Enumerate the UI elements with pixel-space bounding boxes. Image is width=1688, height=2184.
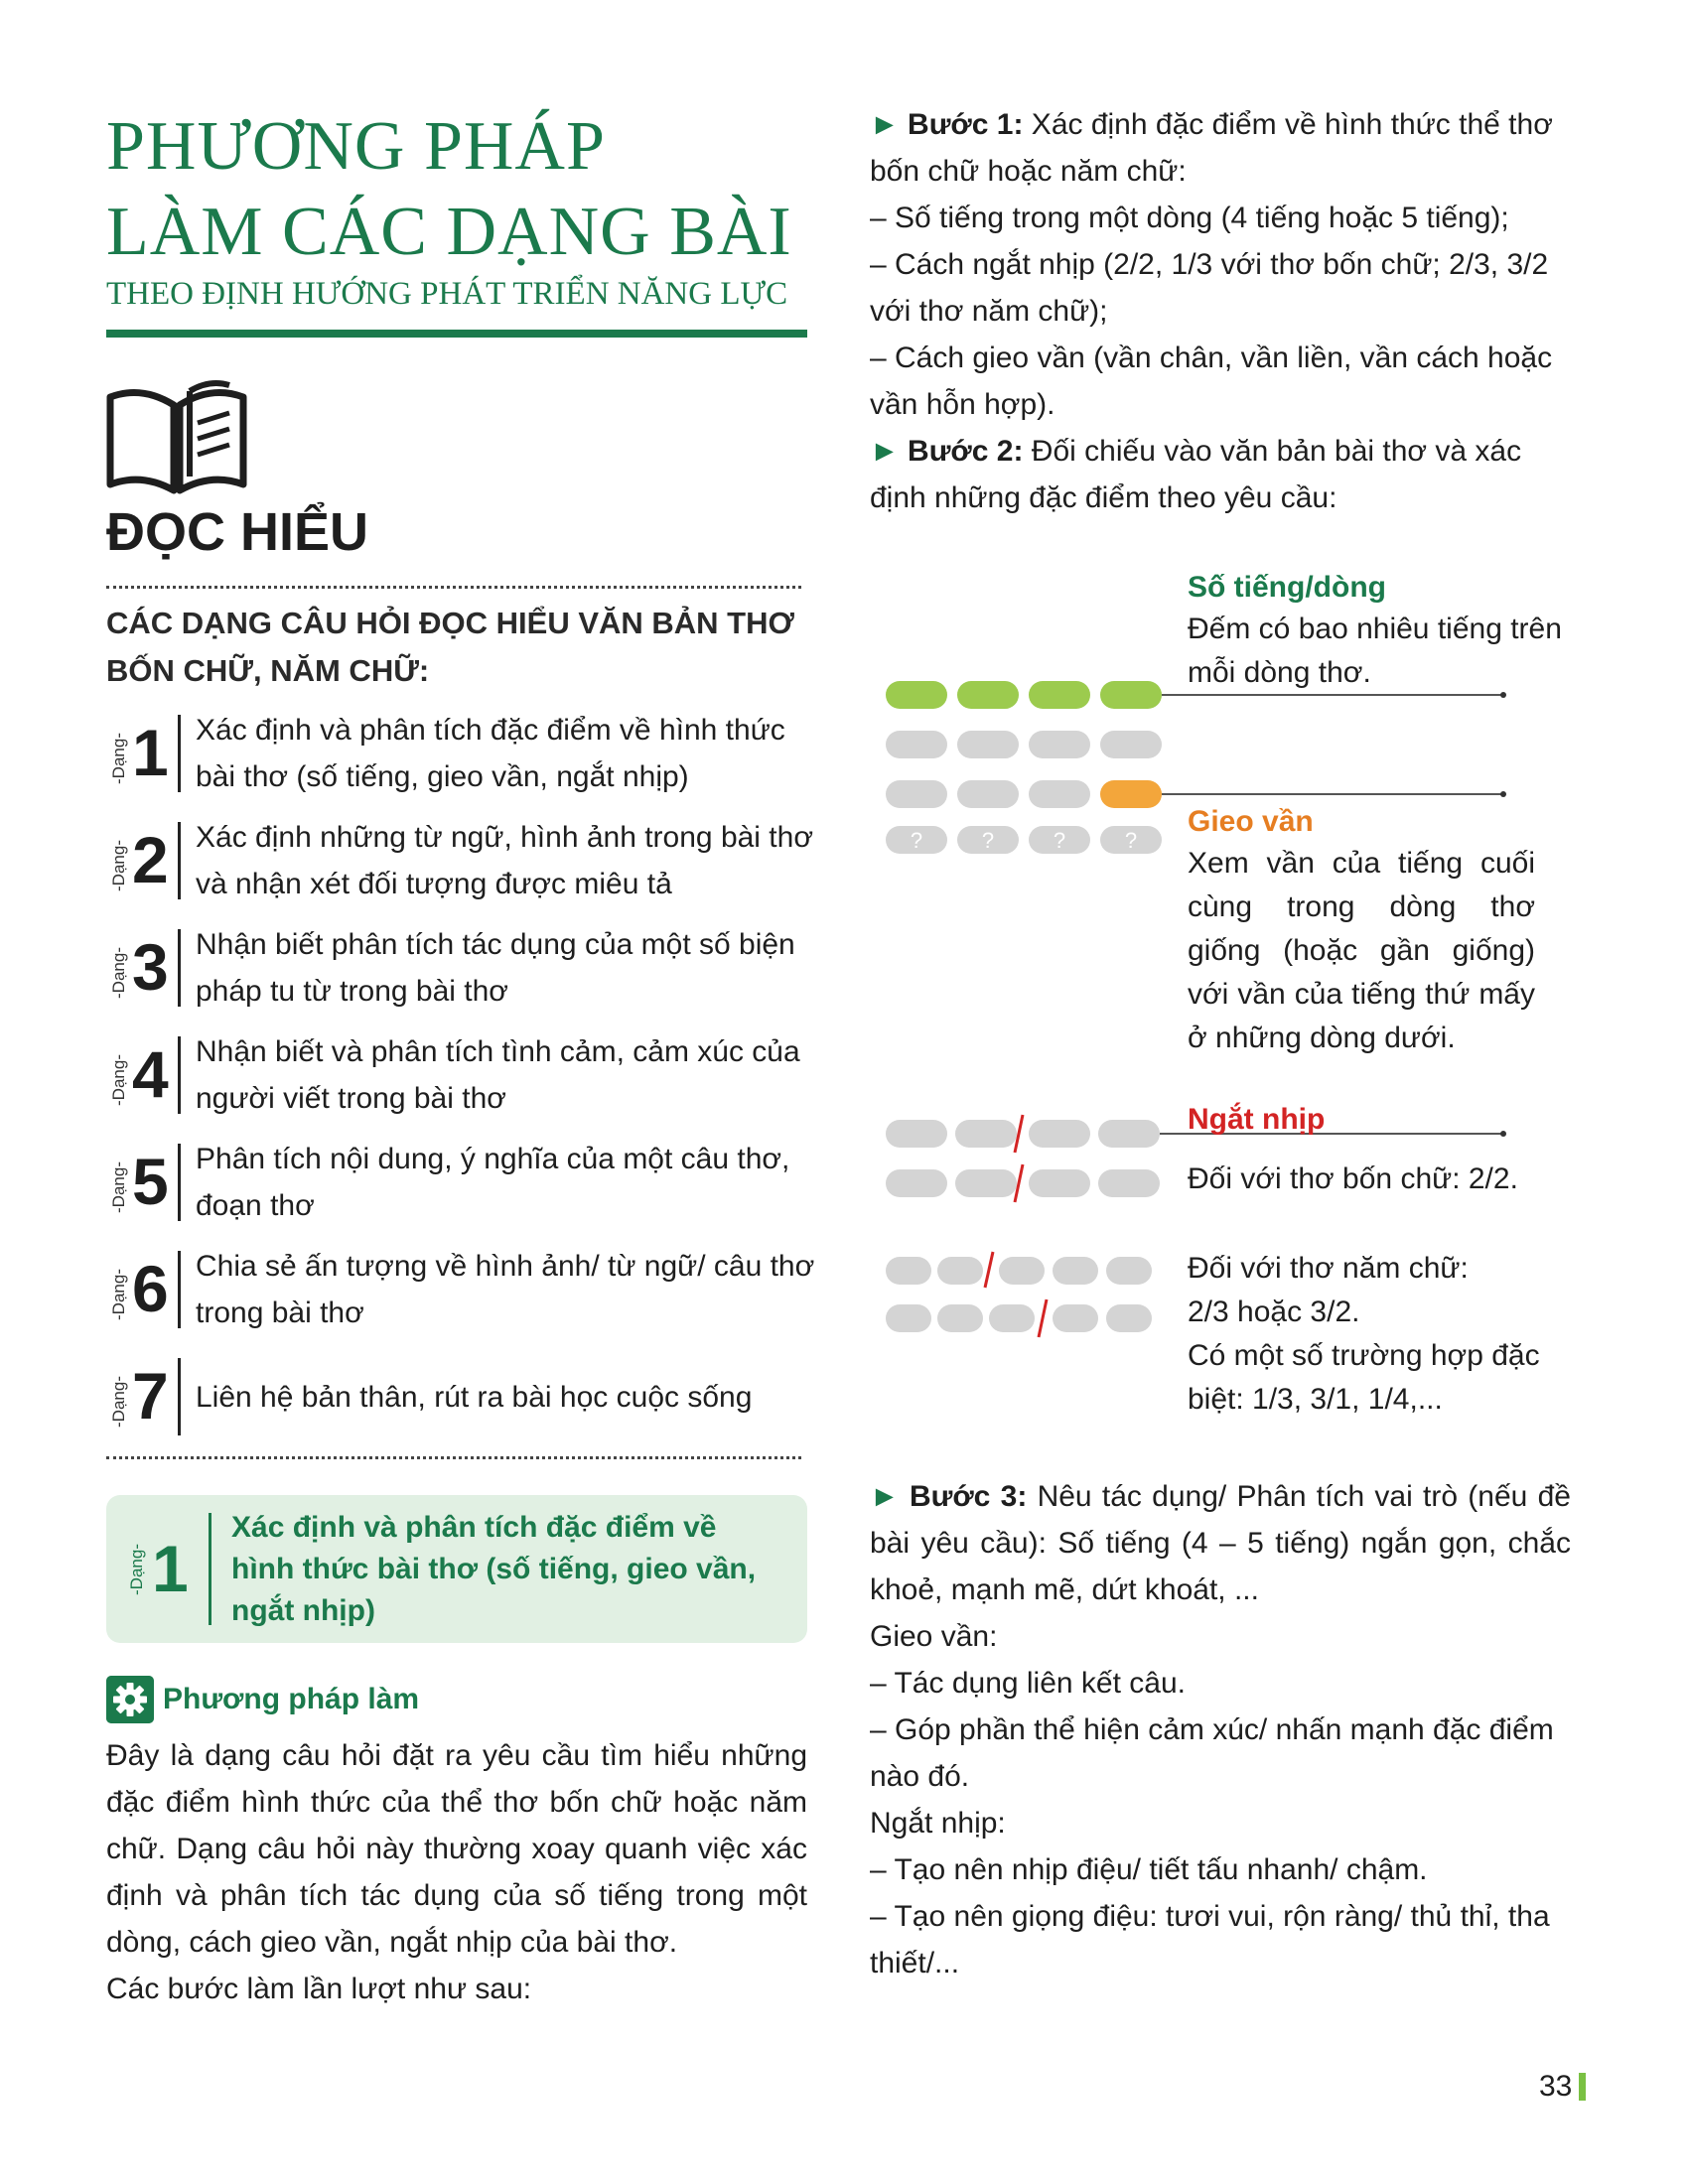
page-subtitle: THEO ĐỊNH HƯỚNG PHÁT TRIỂN NĂNG LỰC xyxy=(106,276,788,312)
question-mark: ? xyxy=(1124,828,1138,853)
syllable-pill xyxy=(1098,1169,1160,1197)
ngat-nhip-line: Có một số trường hợp đặc biệt: 1/3, 3/1, 1/4,... xyxy=(1188,1339,1540,1416)
syllable-pill xyxy=(1053,1304,1098,1332)
dang-tag: -Dạng- xyxy=(127,1543,146,1595)
syllable-pill xyxy=(989,1304,1035,1332)
open-book-icon xyxy=(106,377,247,498)
question-mark: ? xyxy=(1053,828,1066,853)
syllable-pill xyxy=(886,731,947,758)
sub-heading: Gieo vần: xyxy=(870,1620,998,1653)
syllable-pill xyxy=(937,1257,983,1285)
dang-tag: -Dạng- xyxy=(109,1269,128,1320)
play-arrow-icon: ► xyxy=(870,1480,900,1513)
gieo-van-text: Xem vần của tiếng cuối cùng trong dòng thơ giống (hoặc gần giống) với vần của tiếng thứ mấy ở những dòng dưới. xyxy=(1188,847,1535,1054)
dang-description: Xác định những từ ngữ, hình ảnh trong bài thơ và nhận xét đối tượng được miêu tả xyxy=(196,821,814,900)
dang-number: 5 xyxy=(132,1145,169,1218)
bullet: – Góp phần thể hiện cảm xúc/ nhấn mạnh đặc điểm nào đó. xyxy=(870,1713,1554,1793)
step-text: Nêu tác dụng/ Phân tích vai trò (nếu đề bài yêu cầu): Số tiếng (4 – 5 tiếng) ngắn gọn, chắc khoẻ, mạnh mẽ, dứt khoát, ... xyxy=(870,1480,1571,1606)
syllable-pill xyxy=(957,681,1019,709)
bullet: – Tác dụng liên kết câu. xyxy=(870,1667,1186,1700)
bullet: – Cách ngắt nhịp (2/2, 1/3 với thơ bốn chữ; 2/3, 3/2 với thơ năm chữ); xyxy=(870,248,1549,328)
dang-number: 4 xyxy=(132,1037,169,1111)
gieo-van-label: Gieo vần xyxy=(1188,805,1314,838)
callout-dot xyxy=(1500,791,1506,797)
play-arrow-icon: ► xyxy=(870,435,900,468)
dang-description: Chia sẻ ấn tượng về hình ảnh/ từ ngữ/ câu thơ trong bài thơ xyxy=(196,1250,815,1329)
step-label: Bước 1: xyxy=(908,108,1024,141)
dang-tag: -Dạng- xyxy=(109,1054,128,1106)
step-text: Đối chiếu vào văn bản bài thơ và xác định những đặc điểm theo yêu cầu: xyxy=(870,435,1522,514)
bullet: – Tạo nên nhịp điệu/ tiết tấu nhanh/ chậm. xyxy=(870,1853,1428,1886)
highlight-box-text: Xác định và phân tích đặc điểm về hình thức bài thơ (số tiếng, gieo vần, ngắt nhịp) xyxy=(231,1511,757,1627)
play-arrow-icon: ► xyxy=(870,108,900,141)
dang-divider xyxy=(178,1144,181,1221)
syllable-pill xyxy=(886,1169,947,1197)
syllable-pill xyxy=(1106,1257,1152,1285)
syllable-pill xyxy=(1100,681,1162,709)
callout-dot xyxy=(1500,1131,1506,1137)
ngat-nhip-line: 2/3 hoặc 3/2. xyxy=(1188,1296,1360,1328)
syllable-pill xyxy=(1100,731,1162,758)
syllable-pill xyxy=(957,731,1019,758)
syllable-pill xyxy=(955,1169,1017,1197)
syllable-pill xyxy=(1029,731,1090,758)
dang-number: 2 xyxy=(132,823,169,896)
title-underline xyxy=(106,330,807,338)
dang-description: Nhận biết và phân tích tình cảm, cảm xúc của người viết trong bài thơ xyxy=(196,1035,800,1115)
dang-description: Liên hệ bản thân, rút ra bài học cuộc sống xyxy=(196,1381,753,1414)
ngat-nhip-line: Đối với thơ năm chữ: xyxy=(1188,1252,1469,1285)
dang-divider xyxy=(209,1513,211,1625)
page-title-line-1: PHƯƠNG PHÁP xyxy=(106,108,606,185)
syllable-pill xyxy=(957,780,1019,808)
syllable-pill xyxy=(886,681,947,709)
dang-tag: -Dạng- xyxy=(109,1161,128,1213)
syllable-pill xyxy=(999,1257,1045,1285)
steps-bottom xyxy=(870,1473,1571,1986)
step-label: Bước 3: xyxy=(909,1480,1028,1513)
question-mark: ? xyxy=(981,828,995,853)
dang-description: Xác định và phân tích đặc điểm về hình thức bài thơ (số tiếng, gieo vần, ngắt nhịp) xyxy=(196,714,785,793)
syllable-pill xyxy=(1029,681,1090,709)
dang-description: Nhận biết phân tích tác dụng của một số biện pháp tu từ trong bài thơ xyxy=(196,928,795,1008)
method-label: Phương pháp làm xyxy=(163,1683,420,1715)
ngat-nhip-label: Ngắt nhịp xyxy=(1188,1103,1326,1136)
dang-tag: -Dạng- xyxy=(109,1376,128,1428)
pause-slash xyxy=(985,1252,993,1288)
dotted-divider xyxy=(106,586,801,589)
dang-number: 6 xyxy=(132,1252,169,1325)
dang-tag: -Dạng- xyxy=(109,947,128,999)
method-paragraph: Đây là dạng câu hỏi đặt ra yêu cầu tìm hiểu những đặc điểm hình thức của thể thơ bốn chữ hoặc năm chữ. Dạng câu hỏi này thường xoay quanh việc xác định và phân tích tác dụng của số tiếng trong một dòng, cách gieo vần, ngắt nhịp của bài thơ. xyxy=(106,1739,807,1959)
dang-divider xyxy=(178,715,181,792)
dang-number: 3 xyxy=(132,930,169,1004)
page-title-line-2: LÀM CÁC DẠNG BÀI xyxy=(106,194,792,270)
gear-icon xyxy=(106,1676,154,1723)
highlight-box xyxy=(106,1495,807,1643)
step-2 xyxy=(870,428,1571,521)
bullet: – Tạo nên giọng điệu: tươi vui, rộn ràng/ thủ thỉ, tha thiết/... xyxy=(870,1900,1550,1979)
syllable-pill xyxy=(886,1257,931,1285)
dang-divider xyxy=(178,1251,181,1328)
ngat-nhip-five xyxy=(1188,1247,1565,1422)
question-mark: ? xyxy=(910,828,923,853)
dang-tag: -Dạng- xyxy=(109,840,128,891)
section-heading: ĐỌC HIỂU xyxy=(106,502,369,562)
dang-number: 1 xyxy=(132,716,169,789)
pause-slash xyxy=(1039,1299,1047,1337)
syllable-pill xyxy=(955,1120,1017,1148)
syllable-pill xyxy=(886,1304,931,1332)
syllable-pill xyxy=(937,1304,983,1332)
page-number: 33 xyxy=(1539,2070,1573,2103)
page-number-marker xyxy=(1579,2073,1586,2101)
dang-divider xyxy=(178,822,181,899)
syllable-pill xyxy=(1098,1120,1160,1148)
steps-top xyxy=(870,101,1571,521)
step-3 xyxy=(870,1473,1571,1613)
syllable-pill xyxy=(1029,780,1090,808)
ngat-nhip-four: Đối với thơ bốn chữ: 2/2. xyxy=(1188,1162,1518,1195)
so-tieng-text: Đếm có bao nhiêu tiếng trên mỗi dòng thơ. xyxy=(1188,613,1562,689)
syllable-pill xyxy=(1106,1304,1152,1332)
question-types-heading: CÁC DẠNG CÂU HỎI ĐỌC HIỂU VĂN BẢN THƠ BỐN CHỮ, NĂM CHỮ: xyxy=(106,606,794,688)
bullet: – Cách gieo vần (vần chân, vần liền, vần cách hoặc vần hỗn hợp). xyxy=(870,341,1553,421)
dang-tag: -Dạng- xyxy=(109,733,128,784)
method-body xyxy=(106,1732,807,2012)
dang-divider xyxy=(178,929,181,1007)
dang-number: 1 xyxy=(152,1532,189,1605)
dang-description: Phân tích nội dung, ý nghĩa của một câu thơ, đoạn thơ xyxy=(196,1143,790,1222)
sub-heading: Ngắt nhịp: xyxy=(870,1807,1006,1840)
step-1 xyxy=(870,101,1571,195)
syllable-pill xyxy=(1053,1257,1098,1285)
dang-divider xyxy=(178,1358,181,1435)
dotted-divider xyxy=(106,1456,801,1459)
step-label: Bước 2: xyxy=(908,435,1024,468)
syllable-pill xyxy=(1029,1120,1090,1148)
syllable-pill xyxy=(886,780,947,808)
syllable-pill xyxy=(1029,1169,1090,1197)
syllable-pill xyxy=(886,1120,947,1148)
so-tieng-label: Số tiếng/dòng xyxy=(1188,571,1386,604)
dang-number: 7 xyxy=(132,1359,169,1433)
dang-divider xyxy=(178,1036,181,1114)
syllable-pill xyxy=(1100,780,1162,808)
bullet: – Số tiếng trong một dòng (4 tiếng hoặc 5 tiếng); xyxy=(870,202,1509,234)
method-paragraph: Các bước làm lần lượt như sau: xyxy=(106,1973,532,2005)
step-text: Xác định đặc điểm về hình thức thể thơ bốn chữ hoặc năm chữ: xyxy=(870,108,1553,188)
